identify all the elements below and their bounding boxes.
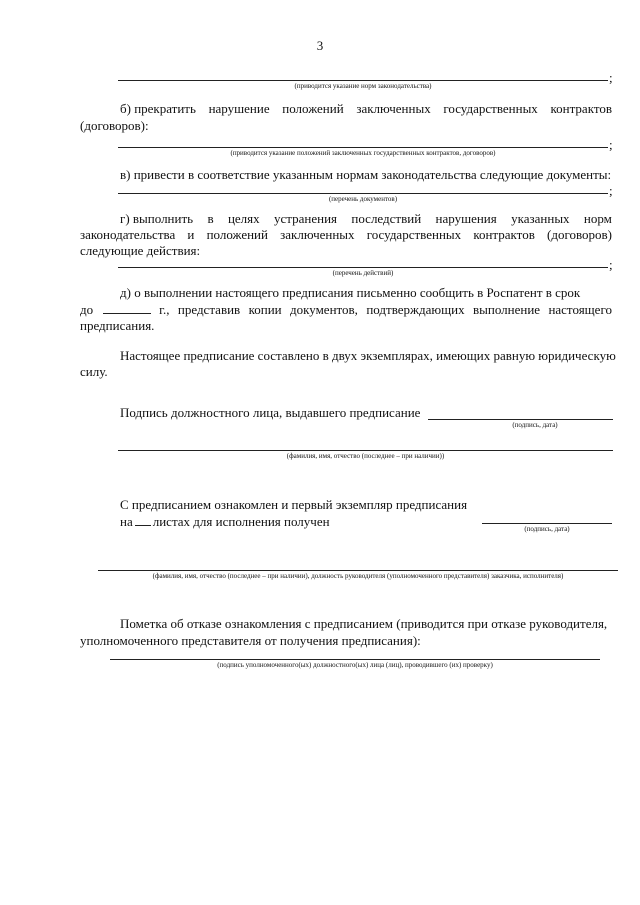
copies-line1: Настоящее предписание составлено в двух экземплярах, имеющих равную юридическую xyxy=(120,348,616,363)
section-d-line1: д) о выполнении настоящего предписания письменно сообщить в Роспатент в срок xyxy=(120,285,581,300)
section-b-word: заключенных xyxy=(356,101,431,116)
section-g-word: последствий xyxy=(351,211,422,226)
refusal-signature-line[interactable] xyxy=(110,659,600,660)
norms-caption: (приводится указание норм законодательства) xyxy=(294,82,432,90)
page-number: 3 xyxy=(316,38,324,53)
deadline-word: г., xyxy=(159,302,170,317)
section-g-word: законодательства xyxy=(80,227,176,242)
actions-fill-line[interactable] xyxy=(118,267,608,268)
section-b-word: б) прекратить xyxy=(120,101,196,116)
section-g-word: положений xyxy=(206,227,268,242)
section-b-word: государственных xyxy=(443,101,538,116)
deadline-suffix xyxy=(159,302,612,318)
refusal-caption: (подпись уполномоченного(ых) должностного(ых) лица (лиц), проводившего (их) проверку) xyxy=(217,661,493,669)
section-g-word: и xyxy=(187,227,195,242)
ack-line2 xyxy=(120,514,330,530)
section-g-word: государственных xyxy=(366,227,462,242)
section-b-word: нарушение xyxy=(208,101,270,116)
official-name-caption: (фамилия, имя, отчество (последнее – при наличии)) xyxy=(286,452,445,460)
ack-suffix: листах для исполнения получен xyxy=(152,514,330,529)
deadline-word: настоящего xyxy=(548,302,612,317)
section-b-line2: (договоров): xyxy=(80,118,149,133)
section-d-line2 xyxy=(80,302,612,318)
ack-name-line[interactable] xyxy=(98,570,618,571)
section-d-line3: предписания. xyxy=(80,318,155,333)
deadline-word: копии xyxy=(248,302,282,317)
section-g-word: г) выполнить xyxy=(120,211,194,226)
section-g-word: целях xyxy=(227,211,260,226)
section-g-word: заключенных xyxy=(280,227,355,242)
deadline-word: выполнение xyxy=(472,302,541,317)
actions-caption: (перечень действий) xyxy=(332,269,394,277)
section-g-line1 xyxy=(120,211,612,227)
ack-prefix: на xyxy=(120,514,133,529)
section-g-line3: следующие действия: xyxy=(80,243,201,258)
official-name-line[interactable] xyxy=(118,450,613,451)
deadline-date-field[interactable] xyxy=(103,303,151,314)
official-signature-line[interactable] xyxy=(428,419,613,420)
deadline-word: подтверждающих xyxy=(366,302,465,317)
section-v-line1: в) привести в соответствие указанным нормам законодательства следующие документы: xyxy=(120,167,612,182)
refusal-line1: Пометка об отказе ознакомления с предписанием (приводится при отказе руководителя, xyxy=(120,616,608,631)
ack-name-caption: (фамилия, имя, отчество (последнее – при наличии), должность руководителя (уполномоченного представителя) заказчика, исполнителя) xyxy=(152,572,564,580)
refusal-line2: уполномоченного представителя от получения предписания): xyxy=(80,633,421,648)
ack-signature-line[interactable] xyxy=(482,523,612,524)
documents-caption: (перечень документов) xyxy=(328,195,398,203)
deadline-word: документов, xyxy=(290,302,358,317)
official-signature-label: Подпись должностного лица, выдавшего предписание xyxy=(120,405,421,420)
official-signature-caption: (подпись, дата) xyxy=(512,421,558,429)
section-g-word: устранения xyxy=(274,211,338,226)
section-g-word: контрактов xyxy=(473,227,535,242)
section-g-word: в xyxy=(207,211,214,226)
section-b-word: контрактов xyxy=(550,101,612,116)
section-b-line1 xyxy=(120,101,612,117)
sheet-count-field[interactable] xyxy=(135,515,151,526)
documents-end-mark: ; xyxy=(609,183,613,198)
contracts-fill-line[interactable] xyxy=(118,147,608,148)
deadline-prefix: до xyxy=(80,302,94,317)
norms-fill-line[interactable] xyxy=(118,80,608,81)
actions-end-mark: ; xyxy=(609,257,613,272)
deadline-word: представив xyxy=(177,302,241,317)
section-g-word: нарушения xyxy=(435,211,497,226)
ack-signature-caption: (подпись, дата) xyxy=(524,525,570,533)
documents-fill-line[interactable] xyxy=(118,193,608,194)
norms-end-mark: ; xyxy=(609,70,613,85)
section-g-word: норм xyxy=(583,211,612,226)
copies-line2: силу. xyxy=(80,364,108,379)
contracts-end-mark: ; xyxy=(609,137,613,152)
ack-line1: С предписанием ознакомлен и первый экземпляр предписания xyxy=(120,497,468,512)
contracts-caption: (приводится указание положений заключенных государственных контрактов, договоров) xyxy=(230,149,496,157)
section-g-line2 xyxy=(80,227,612,243)
section-g-word: указанных xyxy=(511,211,570,226)
section-b-word: положений xyxy=(282,101,344,116)
section-g-word: (договоров) xyxy=(547,227,612,242)
